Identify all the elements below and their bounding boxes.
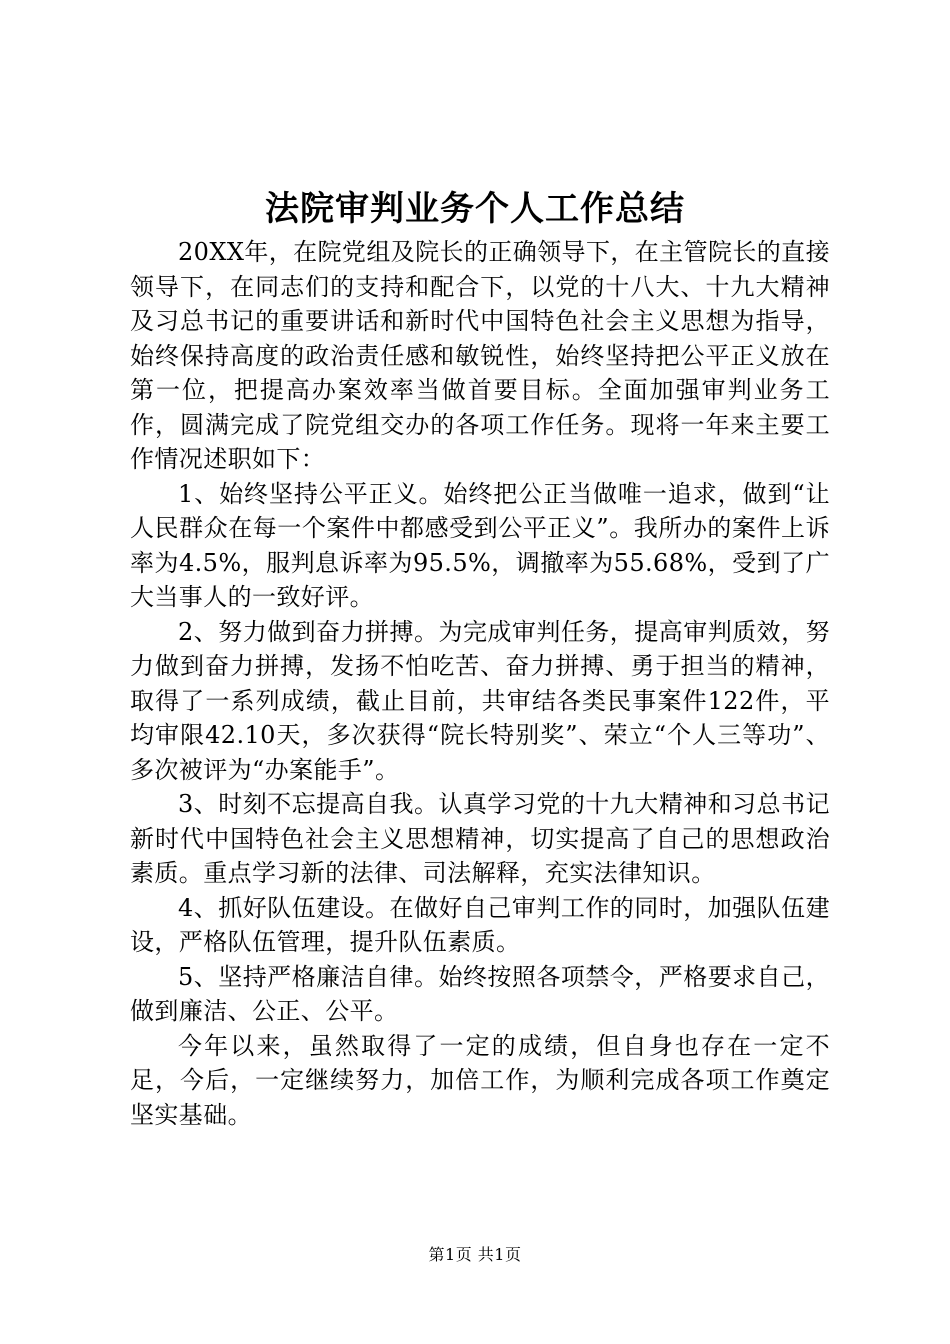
page-number-footer: 第1页 共1页 <box>428 1245 522 1264</box>
document-body <box>130 235 830 1132</box>
intro-paragraph: 20XX年，在院党组及院长的正确领导下，在主管院长的直接领导下，在同志们的支持和配合下，以党的十八大、十九大精神及习总书记的重要讲话和新时代中国特色社会主义思想为指导，始终保持高度的政治责任感和敏锐性，始终坚持把公平正义放在第一位，把提高办案效率当做首要目标。全面加强审判业务工作，圆满完成了院党组交办的各项工作任务。现将一年来主要工作情况述职如下： <box>130 238 830 473</box>
document-title: 法院审判业务个人工作总结 <box>265 189 685 229</box>
point-5-paragraph: 5、坚持严格廉洁自律。始终按照各项禁令，严格要求自己，做到廉洁、公正、公平。 <box>130 962 830 1025</box>
point-4-paragraph: 4、抓好队伍建设。在做好自己审判工作的同时，加强队伍建设，严格队伍管理，提升队伍素质。 <box>130 893 830 956</box>
point-3-paragraph: 3、时刻不忘提高自我。认真学习党的十九大精神和习总书记新时代中国特色社会主义思想精神，切实提高了自己的思想政治素质。重点学习新的法律、司法解释，充实法律知识。 <box>130 790 830 887</box>
point-2-paragraph: 2、努力做到奋力拼搏。为完成审判任务，提高审判质效，努力做到奋力拼搏，发扬不怕吃苦、奋力拼搏、勇于担当的精神，取得了一系列成绩，截止目前，共审结各类民事案件122件，平均审限42.10天，多次获得“院长特别奖”、荣立“个人三等功”、多次被评为“办案能手”。 <box>130 617 830 784</box>
point-1-paragraph: 1、始终坚持公平正义。始终把公正当做唯一追求，做到“让人民群众在每一个案件中都感受到公平正义”。我所办的案件上诉率为4.5%，服判息诉率为95.5%，调撤率为55.68%，受到了广大当事人的一致好评。 <box>130 479 830 611</box>
conclusion-paragraph: 今年以来，虽然取得了一定的成绩，但自身也存在一定不足，今后，一定继续努力，加倍工作，为顺利完成各项工作奠定坚实基础。 <box>130 1031 830 1129</box>
